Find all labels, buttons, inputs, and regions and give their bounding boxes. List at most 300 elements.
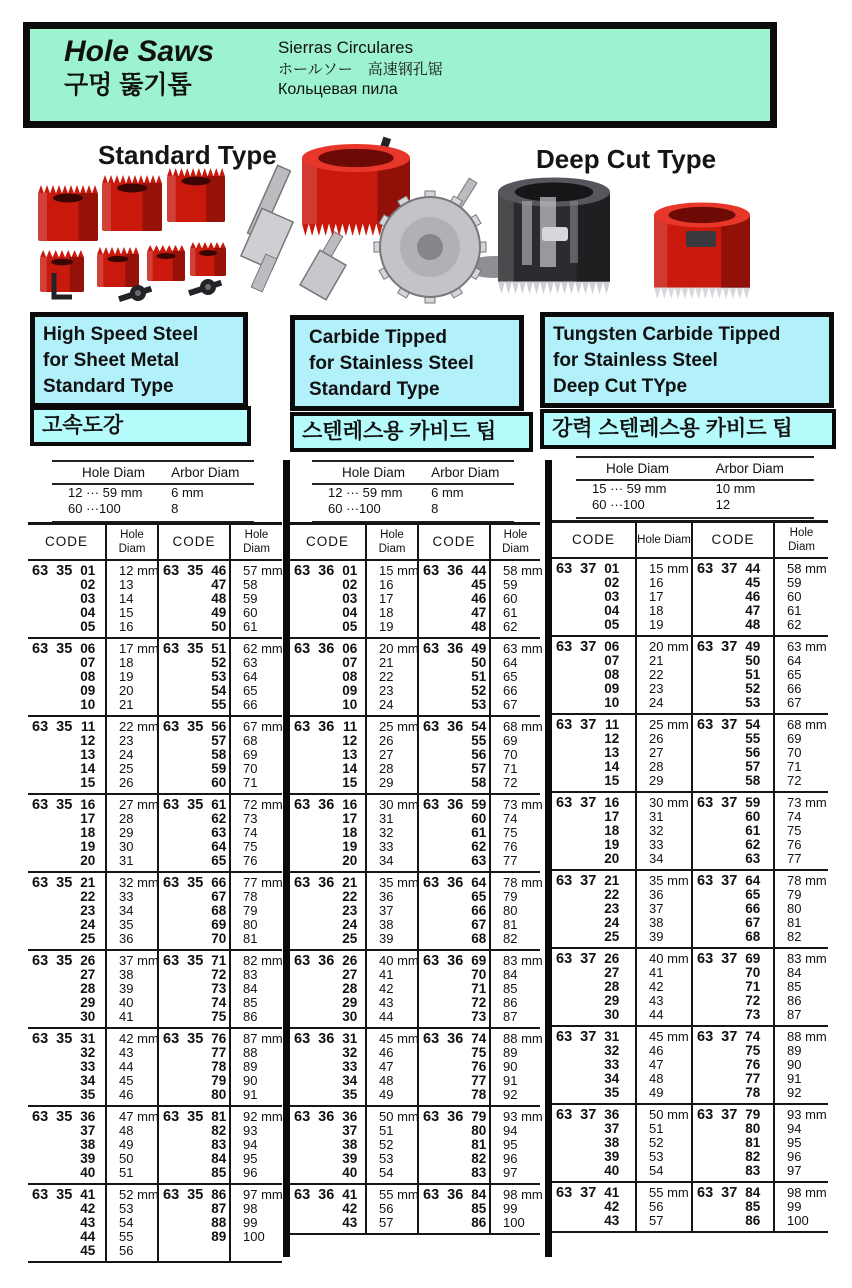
code-suffix: 03 xyxy=(342,591,358,606)
hole-diam-value: 86 xyxy=(787,993,802,1008)
hole-diam-value: 23 xyxy=(649,681,664,696)
code-cell xyxy=(419,873,489,949)
hole-diam-value: 47 xyxy=(649,1057,664,1072)
spec-value: 8 xyxy=(171,501,179,516)
hole-diam-value: 42 xyxy=(649,979,664,994)
hole-diam-value: 13 xyxy=(119,577,134,592)
code-suffix: 74 xyxy=(745,1029,761,1044)
code-suffix: 45 xyxy=(471,577,487,592)
code-suffix: 72 xyxy=(471,995,487,1010)
hole-diam-value: 23 xyxy=(379,683,394,698)
code-suffix: 26 xyxy=(604,951,620,966)
code-suffix-list xyxy=(75,1188,95,1258)
code-prefix: 63 37 xyxy=(697,717,738,733)
code-suffix: 82 xyxy=(745,1149,761,1164)
code-suffix: 33 xyxy=(604,1057,620,1072)
code-cell xyxy=(419,1029,489,1105)
code-suffix: 21 xyxy=(604,873,620,888)
code-suffix: 04 xyxy=(604,603,620,618)
hole-diam-value: 31 xyxy=(379,811,394,826)
code-prefix: 63 37 xyxy=(556,1107,597,1123)
code-suffix: 63 xyxy=(745,851,761,866)
code-suffix: 47 xyxy=(471,605,487,620)
hole-diam-value: 35 xyxy=(119,917,134,932)
header-titles xyxy=(30,35,264,101)
code-suffix: 25 xyxy=(342,931,358,946)
code-suffix-list xyxy=(206,1110,226,1180)
section2-spec-table xyxy=(312,460,514,523)
code-cell xyxy=(419,717,489,793)
code-suffix: 46 xyxy=(745,589,761,604)
code-suffix-list xyxy=(337,642,357,712)
hole-diam-value: 96 xyxy=(243,1165,258,1180)
hole-diam-value: 42 xyxy=(379,981,394,996)
code-suffix: 71 xyxy=(745,979,761,994)
code-suffix: 12 xyxy=(80,733,96,748)
hole-diam-value: 52 xyxy=(649,1135,664,1150)
code-suffix: 03 xyxy=(604,589,620,604)
code-prefix: 63 35 xyxy=(163,563,204,579)
hole-diam-value: 92 mm xyxy=(243,1109,283,1124)
hole-diam-value: 97 xyxy=(503,1165,518,1180)
hole-diam-value: 33 xyxy=(649,837,664,852)
hole-diam-value: 100 xyxy=(787,1213,809,1228)
code-suffix: 88 xyxy=(211,1215,227,1230)
code-suffix: 39 xyxy=(604,1149,620,1164)
hole-diam-value: 21 xyxy=(379,655,394,670)
code-suffix: 18 xyxy=(604,823,620,838)
hole-diam-value: 65 xyxy=(787,667,802,682)
arbor-adapter-small xyxy=(300,232,346,300)
code-cell xyxy=(159,873,229,949)
code-suffix: 07 xyxy=(80,655,96,670)
code-suffix: 36 xyxy=(80,1109,96,1124)
code-prefix: 63 37 xyxy=(697,561,738,577)
hole-diam-cell xyxy=(775,1183,828,1231)
code-suffix-list xyxy=(599,874,619,944)
hole-diam-value: 63 mm xyxy=(787,639,827,654)
code-suffix: 17 xyxy=(604,809,620,824)
code-suffix: 44 xyxy=(80,1229,96,1244)
code-suffix: 68 xyxy=(211,903,227,918)
hole-diam-value: 59 xyxy=(243,591,258,606)
code-suffix: 78 xyxy=(211,1059,227,1074)
code-suffix: 02 xyxy=(342,577,358,592)
spec-header-row xyxy=(52,462,254,485)
hole-diam-value: 97 mm xyxy=(243,1187,283,1202)
code-suffix: 23 xyxy=(342,903,358,918)
header-translations xyxy=(264,35,443,100)
table-block-row xyxy=(28,794,282,872)
hole-diam-value: 19 xyxy=(119,669,134,684)
table-block-row xyxy=(290,560,540,638)
code-suffix: 38 xyxy=(342,1137,358,1152)
hole-diam-cell xyxy=(231,561,282,637)
code-prefix: 63 35 xyxy=(32,563,73,579)
hole-diam-value: 83 xyxy=(243,967,258,982)
code-suffix: 36 xyxy=(604,1107,620,1122)
code-suffix: 83 xyxy=(471,1165,487,1180)
code-suffix: 56 xyxy=(471,747,487,762)
hole-diam-value: 38 xyxy=(379,917,394,932)
hole-diam-value: 64 xyxy=(503,655,518,670)
spec-col1-header: Hole Diam xyxy=(342,465,406,480)
code-suffix: 22 xyxy=(604,887,620,902)
hole-diam-cell xyxy=(367,717,417,793)
table-block-row xyxy=(552,792,828,870)
hole-diam-value: 16 xyxy=(649,575,664,590)
spec-col2-header: Arbor Diam xyxy=(431,465,500,480)
col-header-code: CODE xyxy=(552,522,636,559)
code-cell xyxy=(552,715,635,791)
code-suffix: 49 xyxy=(211,605,227,620)
hole-diam-value: 41 xyxy=(649,965,664,980)
code-suffix: 30 xyxy=(80,1009,96,1024)
code-suffix-list xyxy=(337,1188,357,1230)
hole-diam-value: 36 xyxy=(119,931,134,946)
code-suffix: 31 xyxy=(80,1031,96,1046)
hole-diam-value: 36 xyxy=(649,887,664,902)
hole-diam-value: 57 xyxy=(379,1215,394,1230)
code-suffix: 66 xyxy=(211,875,227,890)
hole-diam-cell xyxy=(637,1105,691,1181)
table-block-row xyxy=(290,716,540,794)
hole-diam-value: 41 xyxy=(119,1009,134,1024)
code-suffix: 11 xyxy=(605,717,620,732)
hole-diam-value: 40 mm xyxy=(649,951,689,966)
hole-diam-value: 59 xyxy=(503,577,518,592)
code-suffix-list xyxy=(599,1030,619,1100)
spec-value: 60 ···100 xyxy=(592,497,645,512)
hole-diam-value: 95 xyxy=(787,1135,802,1150)
col-header-code: CODE xyxy=(290,524,366,561)
code-suffix: 69 xyxy=(745,951,761,966)
hole-diam-value: 37 xyxy=(379,903,394,918)
code-suffix: 51 xyxy=(211,641,227,656)
code-suffix: 55 xyxy=(471,733,487,748)
hole-diam-value: 26 xyxy=(119,775,134,790)
spec-row xyxy=(52,485,254,501)
hole-diam-value: 61 xyxy=(503,605,518,620)
hole-diam-value: 62 xyxy=(503,619,518,634)
hole-diam-value: 34 xyxy=(649,851,664,866)
code-prefix: 63 37 xyxy=(556,639,597,655)
code-suffix-list xyxy=(466,1032,486,1102)
hole-diam-value: 16 xyxy=(379,577,394,592)
col-header-code: CODE xyxy=(692,522,774,559)
code-suffix-list xyxy=(337,564,357,634)
code-prefix: 63 36 xyxy=(423,1109,464,1125)
hole-diam-value: 39 xyxy=(649,929,664,944)
table-header-row xyxy=(290,524,540,561)
col-header-hole-diam: Hole Diam xyxy=(366,524,418,561)
hole-diam-cell xyxy=(107,1029,157,1105)
code-suffix: 51 xyxy=(745,667,761,682)
hole-diam-value: 34 xyxy=(119,903,134,918)
hole-diam-value: 66 xyxy=(503,683,518,698)
code-suffix: 06 xyxy=(80,641,96,656)
code-suffix-list xyxy=(75,798,95,868)
hole-diam-value: 70 xyxy=(503,747,518,762)
code-prefix: 63 35 xyxy=(163,1031,204,1047)
hole-diam-cell xyxy=(231,717,282,793)
hole-diam-value: 74 xyxy=(243,825,258,840)
hole-diam-value: 88 xyxy=(243,1045,258,1060)
code-prefix: 63 36 xyxy=(294,875,335,891)
hole-diam-value: 69 xyxy=(243,747,258,762)
code-suffix: 07 xyxy=(342,655,358,670)
hole-diam-value: 29 xyxy=(379,775,394,790)
code-suffix: 58 xyxy=(211,747,227,762)
hole-diam-cell xyxy=(231,1185,282,1247)
hole-diam-value: 66 xyxy=(787,681,802,696)
title-russian: Кольцевая пила xyxy=(278,81,398,98)
hole-diam-value: 53 xyxy=(119,1201,134,1216)
hole-diam-value: 79 xyxy=(787,887,802,902)
code-prefix: 63 35 xyxy=(32,719,73,735)
code-prefix: 63 35 xyxy=(163,875,204,891)
code-suffix-list xyxy=(206,876,226,946)
hole-diam-value: 46 xyxy=(119,1087,134,1102)
hole-diam-value: 70 xyxy=(243,761,258,776)
section3-title-line1: Tungsten Carbide Tipped xyxy=(553,324,781,345)
code-suffix: 38 xyxy=(80,1137,96,1152)
code-suffix: 08 xyxy=(342,669,358,684)
code-suffix: 37 xyxy=(604,1121,620,1136)
code-suffix-list xyxy=(206,954,226,1024)
hole-diam-value: 89 xyxy=(787,1043,802,1058)
table-block-row xyxy=(290,1028,540,1106)
code-suffix: 66 xyxy=(471,903,487,918)
code-prefix: 63 37 xyxy=(697,1185,738,1201)
hole-diam-value: 33 xyxy=(119,889,134,904)
code-suffix: 18 xyxy=(80,825,96,840)
code-prefix: 63 36 xyxy=(423,875,464,891)
code-suffix-list xyxy=(206,642,226,712)
hole-diam-cell xyxy=(637,1183,691,1231)
hole-diam-value: 62 xyxy=(787,617,802,632)
table-block-row xyxy=(28,1028,282,1106)
code-prefix: 63 36 xyxy=(423,1031,464,1047)
hole-diam-value: 65 xyxy=(503,669,518,684)
code-prefix: 63 35 xyxy=(163,953,204,969)
arbor-adapter xyxy=(241,165,293,292)
code-suffix: 09 xyxy=(604,681,620,696)
code-suffix: 01 xyxy=(342,563,358,578)
code-suffix: 13 xyxy=(80,747,96,762)
code-suffix: 57 xyxy=(211,733,227,748)
code-suffix: 75 xyxy=(471,1045,487,1060)
hole-diam-cell xyxy=(491,717,543,793)
code-prefix: 63 35 xyxy=(163,1109,204,1125)
code-cell xyxy=(28,1107,105,1183)
hole-diam-value: 51 xyxy=(119,1165,134,1180)
hole-diam-value: 23 xyxy=(119,733,134,748)
hole-diam-value: 44 xyxy=(649,1007,664,1022)
code-suffix: 41 xyxy=(604,1185,620,1200)
spec-value: 6 mm xyxy=(171,485,204,500)
code-suffix: 19 xyxy=(80,839,96,854)
hole-diam-value: 32 mm xyxy=(119,875,159,890)
code-suffix: 28 xyxy=(80,981,96,996)
section3-title-line3: Deep Cut TYpe xyxy=(553,376,688,397)
hole-diam-value: 82 xyxy=(503,931,518,946)
hole-diam-value: 19 xyxy=(379,619,394,634)
code-suffix: 73 xyxy=(471,1009,487,1024)
hole-diam-value: 95 xyxy=(243,1151,258,1166)
code-suffix: 87 xyxy=(211,1201,227,1216)
hole-diam-value: 86 xyxy=(243,1009,258,1024)
hole-diam-value: 50 mm xyxy=(379,1109,419,1124)
code-suffix-list xyxy=(466,1188,486,1230)
code-cell xyxy=(552,1105,635,1181)
code-suffix: 33 xyxy=(342,1059,358,1074)
code-prefix: 63 37 xyxy=(556,1185,597,1201)
code-cell xyxy=(693,1183,773,1231)
hole-diam-value: 36 xyxy=(379,889,394,904)
code-suffix-list xyxy=(75,642,95,712)
hole-diam-value: 43 xyxy=(379,995,394,1010)
hole-diam-cell xyxy=(491,561,543,637)
code-suffix: 34 xyxy=(604,1071,620,1086)
code-cell xyxy=(693,1027,773,1103)
hole-diam-value: 78 mm xyxy=(503,875,543,890)
code-suffix: 35 xyxy=(80,1087,96,1102)
hole-diam-value: 15 mm xyxy=(649,561,689,576)
code-suffix: 50 xyxy=(211,619,227,634)
hole-diam-value: 26 xyxy=(649,731,664,746)
code-suffix: 58 xyxy=(745,773,761,788)
code-cell xyxy=(552,1027,635,1103)
code-suffix: 81 xyxy=(211,1109,227,1124)
code-suffix: 57 xyxy=(745,759,761,774)
hole-diam-value: 58 mm xyxy=(787,561,827,576)
col-header-code: CODE xyxy=(158,524,230,561)
code-suffix: 76 xyxy=(211,1031,227,1046)
code-suffix: 35 xyxy=(342,1087,358,1102)
hole-diam-value: 76 xyxy=(503,839,518,854)
code-suffix-list xyxy=(740,796,760,866)
table-block-row xyxy=(28,1184,282,1262)
code-suffix: 34 xyxy=(80,1073,96,1088)
spec-col1-header: Hole Diam xyxy=(82,465,146,480)
hole-diam-value: 85 xyxy=(243,995,258,1010)
code-suffix: 03 xyxy=(80,591,96,606)
code-suffix: 12 xyxy=(342,733,358,748)
code-suffix: 42 xyxy=(342,1201,358,1216)
code-cell xyxy=(419,561,489,637)
code-suffix: 28 xyxy=(604,979,620,994)
hole-diam-value: 64 xyxy=(243,669,258,684)
code-suffix: 45 xyxy=(80,1243,96,1258)
hole-diam-value: 80 xyxy=(787,901,802,916)
hole-diam-cell xyxy=(775,949,828,1025)
code-cell xyxy=(159,717,229,793)
spec-row xyxy=(312,501,514,521)
code-suffix: 62 xyxy=(471,839,487,854)
hole-diam-value: 63 mm xyxy=(503,641,543,656)
spec-value: 10 mm xyxy=(715,481,756,496)
code-suffix: 73 xyxy=(745,1007,761,1022)
hole-diam-value: 72 xyxy=(503,775,518,790)
hole-diam-value: 60 xyxy=(243,605,258,620)
code-suffix: 42 xyxy=(604,1199,620,1214)
code-suffix: 15 xyxy=(342,775,358,790)
code-suffix: 34 xyxy=(342,1073,358,1088)
code-cell xyxy=(290,795,365,871)
code-prefix: 63 36 xyxy=(423,641,464,657)
code-cell xyxy=(290,1185,365,1233)
hole-diam-value: 29 xyxy=(649,773,664,788)
code-suffix: 49 xyxy=(471,641,487,656)
code-suffix: 52 xyxy=(211,655,227,670)
hole-diam-value: 59 xyxy=(787,575,802,590)
code-suffix: 80 xyxy=(211,1087,227,1102)
hole-diam-value: 57 xyxy=(649,1213,664,1228)
hole-diam-value: 67 xyxy=(503,697,518,712)
hole-diam-value: 83 mm xyxy=(787,951,827,966)
code-cell xyxy=(419,639,489,715)
code-suffix: 53 xyxy=(745,695,761,710)
code-prefix: 63 36 xyxy=(294,1187,335,1203)
code-suffix: 54 xyxy=(211,683,227,698)
hole-diam-value: 26 xyxy=(379,733,394,748)
hole-diam-cell xyxy=(637,793,691,869)
hole-diam-value: 18 xyxy=(119,655,134,670)
code-prefix: 63 36 xyxy=(294,719,335,735)
code-prefix: 63 36 xyxy=(294,563,335,579)
hole-diam-value: 94 xyxy=(787,1121,802,1136)
code-cell xyxy=(290,561,365,637)
code-suffix-list xyxy=(337,876,357,946)
code-cell xyxy=(419,951,489,1027)
hole-diam-cell xyxy=(491,1029,543,1105)
hole-diam-value: 52 xyxy=(379,1137,394,1152)
code-suffix-list xyxy=(599,718,619,788)
code-suffix-list xyxy=(206,720,226,790)
hole-diam-value: 73 xyxy=(243,811,258,826)
code-suffix-list xyxy=(75,954,95,1024)
code-prefix: 63 37 xyxy=(697,873,738,889)
code-suffix: 72 xyxy=(211,967,227,982)
hole-diam-value: 21 xyxy=(119,697,134,712)
code-suffix-list xyxy=(740,874,760,944)
hole-diam-cell xyxy=(231,873,282,949)
code-suffix: 25 xyxy=(80,931,96,946)
hole-diam-value: 80 xyxy=(243,917,258,932)
code-suffix: 41 xyxy=(80,1187,96,1202)
hole-diam-cell xyxy=(775,559,828,635)
code-prefix: 63 35 xyxy=(32,1031,73,1047)
code-suffix-list xyxy=(740,640,760,710)
code-suffix: 23 xyxy=(80,903,96,918)
code-suffix: 66 xyxy=(745,901,761,916)
table-block-row xyxy=(28,950,282,1028)
table-block-row xyxy=(28,638,282,716)
hole-diam-value: 68 mm xyxy=(503,719,543,734)
code-suffix-list xyxy=(337,1032,357,1102)
code-suffix: 68 xyxy=(471,931,487,946)
hole-diam-value: 92 xyxy=(787,1085,802,1100)
code-cell xyxy=(28,873,105,949)
code-prefix: 63 35 xyxy=(32,953,73,969)
table-header-row xyxy=(28,524,282,561)
section1-title-line1: High Speed Steel xyxy=(43,324,199,345)
header-box xyxy=(25,24,775,126)
hole-diam-value: 99 xyxy=(243,1215,258,1230)
code-prefix: 63 37 xyxy=(697,951,738,967)
hole-diam-cell xyxy=(367,1107,417,1183)
